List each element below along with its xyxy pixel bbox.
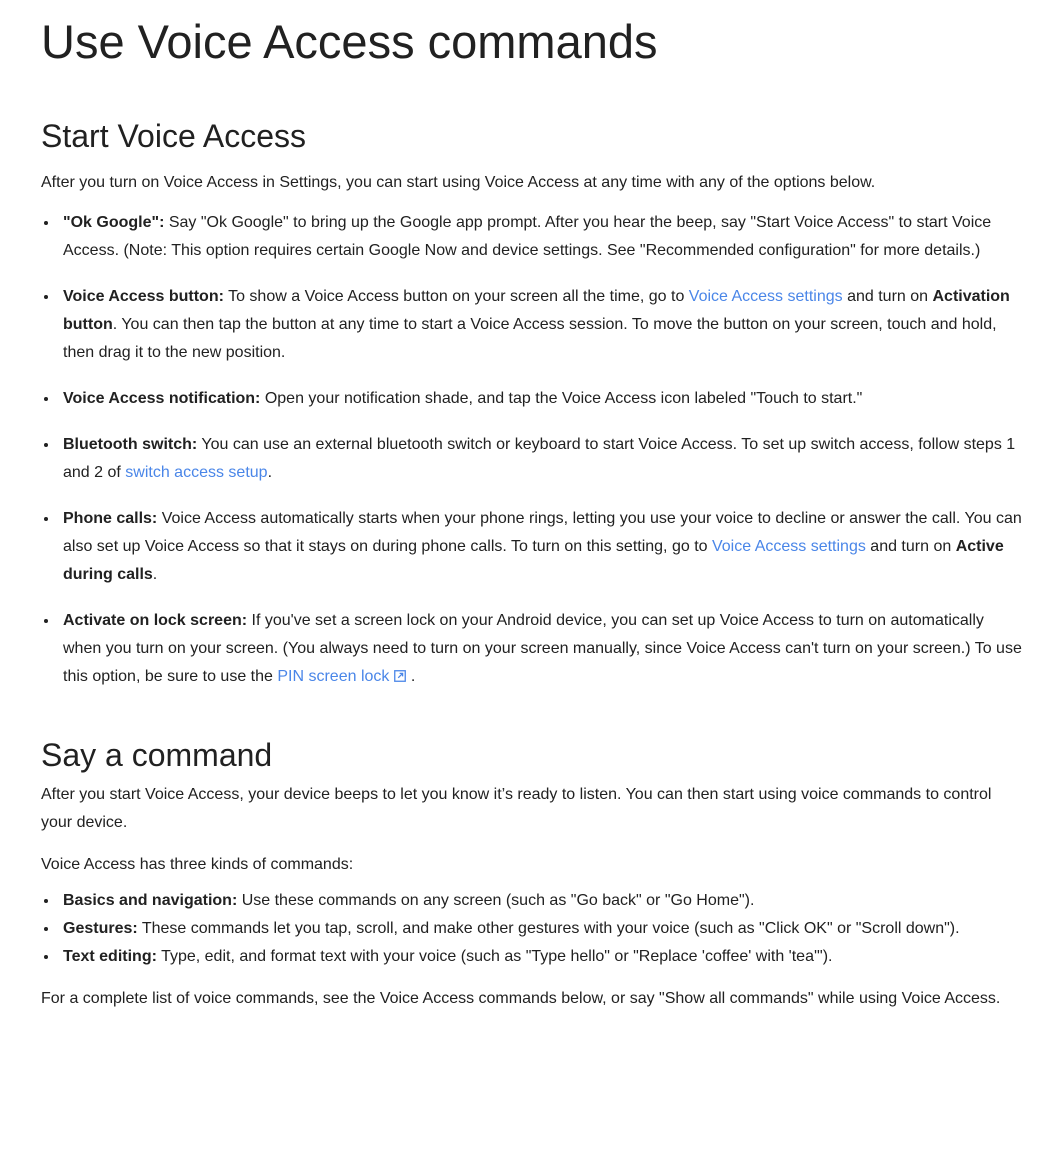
list-item-phone-calls xyxy=(41,505,1025,589)
item-text: and turn on xyxy=(842,288,933,305)
item-text: If you've set a screen lock on your Android device, you can set up Voice Access to turn on automatically when you turn on your screen. (You always need to turn on your screen manually, since Voice Access can't turn on your screen.) To use this option, be sure to use the xyxy=(63,612,1022,685)
item-text: To show a Voice Access button on your screen all the time, go to xyxy=(223,288,689,305)
external-link-icon xyxy=(394,670,406,682)
list-item-text-editing xyxy=(41,943,1025,971)
list-item-voice-access-button xyxy=(41,283,1025,367)
item-label: Voice Access button: xyxy=(63,288,224,305)
item-label: Text editing: xyxy=(63,948,157,965)
pin-screen-lock-link[interactable] xyxy=(277,668,406,685)
list-item-lock-screen xyxy=(41,607,1025,691)
kinds-intro: Voice Access has three kinds of commands: xyxy=(41,856,354,873)
item-text: . xyxy=(152,566,158,583)
item-text: . xyxy=(406,668,416,685)
pin-screen-lock-link-label: PIN screen lock xyxy=(277,668,390,685)
list-item-bluetooth-switch xyxy=(41,431,1025,487)
item-text: . You can then tap the button at any time to start a Voice Access session. To move the button on your screen, touch and hold, then drag it to the new position. xyxy=(63,316,997,361)
say-intro: After you start Voice Access, your device beeps to let you know it’s ready to listen. You can then start using voice commands to control your device. xyxy=(41,786,992,831)
list-item-notification xyxy=(41,385,1025,413)
item-label: "Ok Google": xyxy=(63,214,165,231)
voice-access-settings-link[interactable]: Voice Access settings xyxy=(688,288,843,305)
command-kinds-list xyxy=(41,887,1025,971)
voice-access-settings-link-2[interactable]: Voice Access settings xyxy=(711,538,866,555)
item-text: You can use an external bluetooth switch or keyboard to start Voice Access. To set up switch access, follow steps 1 and 2 of xyxy=(63,436,1016,481)
start-intro: After you turn on Voice Access in Settings, you can start using Voice Access at any time with any of the options below. xyxy=(41,174,876,191)
item-text: These commands let you tap, scroll, and make other gestures with your voice (such as "Click OK" or "Scroll down"). xyxy=(137,920,960,937)
list-item-gestures xyxy=(41,915,1025,943)
item-text: Open your notification shade, and tap the Voice Access icon labeled "Touch to start." xyxy=(260,390,863,407)
item-label: Phone calls: xyxy=(63,510,158,527)
item-text: Use these commands on any screen (such as "Go back" or "Go Home"). xyxy=(237,892,755,909)
section-heading-say: Say a command xyxy=(41,737,273,773)
item-text: Type, edit, and format text with your voice (such as "Type hello" or "Replace 'coffee' with 'tea'"). xyxy=(156,948,833,965)
item-label: Bluetooth switch: xyxy=(63,436,198,453)
start-options-list xyxy=(41,209,1025,691)
item-text: . xyxy=(267,464,273,481)
section-heading-start: Start Voice Access xyxy=(41,118,307,154)
item-text: and turn on xyxy=(865,538,956,555)
item-label: Voice Access notification: xyxy=(63,390,261,407)
item-label: Gestures: xyxy=(63,920,138,937)
activation-button-term: Activation button xyxy=(63,288,1010,333)
item-text: Say "Ok Google" to bring up the Google app prompt. After you hear the beep, say "Start Voice Access" to start Voice Access. (Note: This option requires certain Google Now and device settings. See "Recommended configuration" for more details.) xyxy=(63,214,992,259)
switch-access-setup-link[interactable]: switch access setup xyxy=(125,464,268,481)
closing-paragraph: For a complete list of voice commands, see the Voice Access commands below, or say "Show all commands" while using Voice Access. xyxy=(41,990,1001,1007)
item-text: Voice Access automatically starts when your phone rings, letting you use your voice to decline or answer the call. You can also set up Voice Access so that it stays on during phone calls. To turn on this setting, go to xyxy=(63,510,1022,555)
item-label: Basics and navigation: xyxy=(63,892,238,909)
list-item-basics xyxy=(41,887,1025,915)
item-label: Activate on lock screen: xyxy=(63,612,248,629)
page-title: Use Voice Access commands xyxy=(41,15,658,68)
active-during-calls-term: Active during calls xyxy=(63,538,1004,583)
list-item-ok-google xyxy=(41,209,1025,265)
